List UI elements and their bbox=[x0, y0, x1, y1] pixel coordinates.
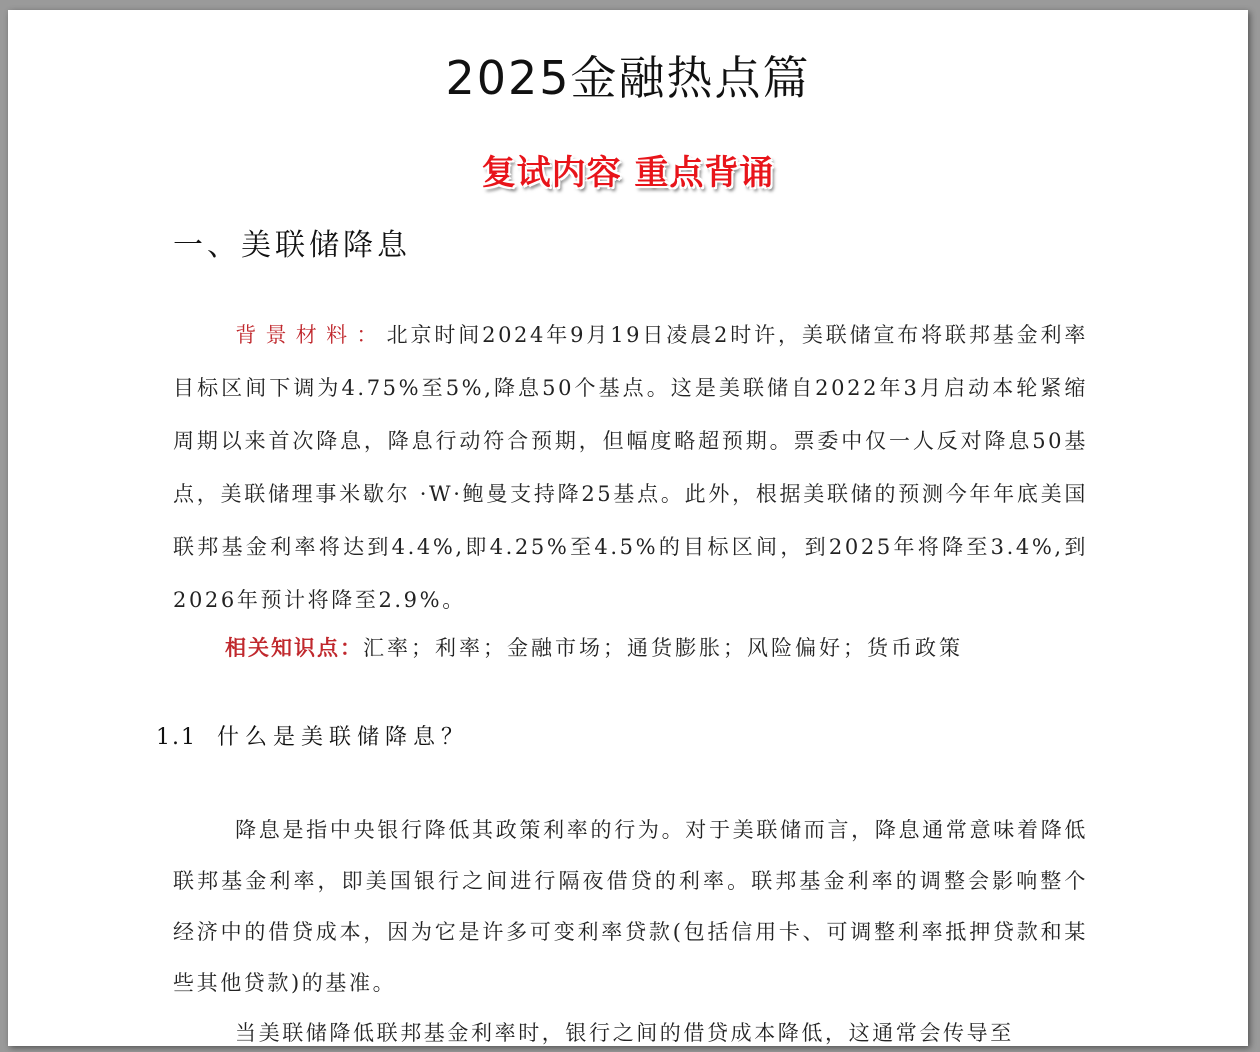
background-paragraph bbox=[173, 309, 1088, 627]
continuation-text: 当美联储降低联邦基金利率时，银行之间的借贷成本降低，这通常会传导至 bbox=[235, 1021, 1014, 1045]
document-page bbox=[8, 10, 1248, 1046]
continuation-paragraph bbox=[173, 1008, 1088, 1046]
background-text: 北京时间2024年9月19日凌晨2时许，美联储宣布将联邦基金利率目标区间下调为4.75%至5%,降息50个基点。这是美联储自2022年3月启动本轮紧缩周期以来首次降息，降息行动符合预期，但幅度略超预期。票委中仅一人反对降息50基点，美联储理事米歇尔 ·W·鲍曼支持降25基点。此外，根据美联储的预测今年年底美国联邦基金利率将达到4.4%,即4.25%至4.5%的目标区间，到2025年将降至3.4%,到2026年预计将降至2.9%。 bbox=[173, 323, 1088, 612]
definition-paragraph bbox=[173, 805, 1088, 1009]
highlight-subtitle: 复试内容 重点背诵 bbox=[481, 153, 775, 193]
background-label: 背景材料： bbox=[235, 323, 387, 347]
subsection-heading bbox=[156, 720, 469, 751]
knowledge-text: 汇率；利率；金融市场；通货膨胀；风险偏好；货币政策 bbox=[363, 636, 963, 660]
section-heading: 一、美联储降息 bbox=[173, 228, 411, 263]
knowledge-points bbox=[225, 632, 963, 662]
subsection-number: 1.1 bbox=[156, 725, 197, 750]
definition-text: 降息是指中央银行降低其政策利率的行为。对于美联储而言，降息通常意味着降低联邦基金利率，即美国银行之间进行隔夜借贷的利率。联邦基金利率的调整会影响整个经济中的借贷成本，因为它是许多可变利率贷款(包括信用卡、可调整利率抵押贷款和某些其他贷款)的基准。 bbox=[173, 818, 1088, 995]
document-title: 2025金融热点篇 bbox=[445, 51, 811, 105]
knowledge-label: 相关知识点： bbox=[225, 635, 363, 660]
subsection-title: 什么是美联储降息？ bbox=[217, 725, 470, 750]
